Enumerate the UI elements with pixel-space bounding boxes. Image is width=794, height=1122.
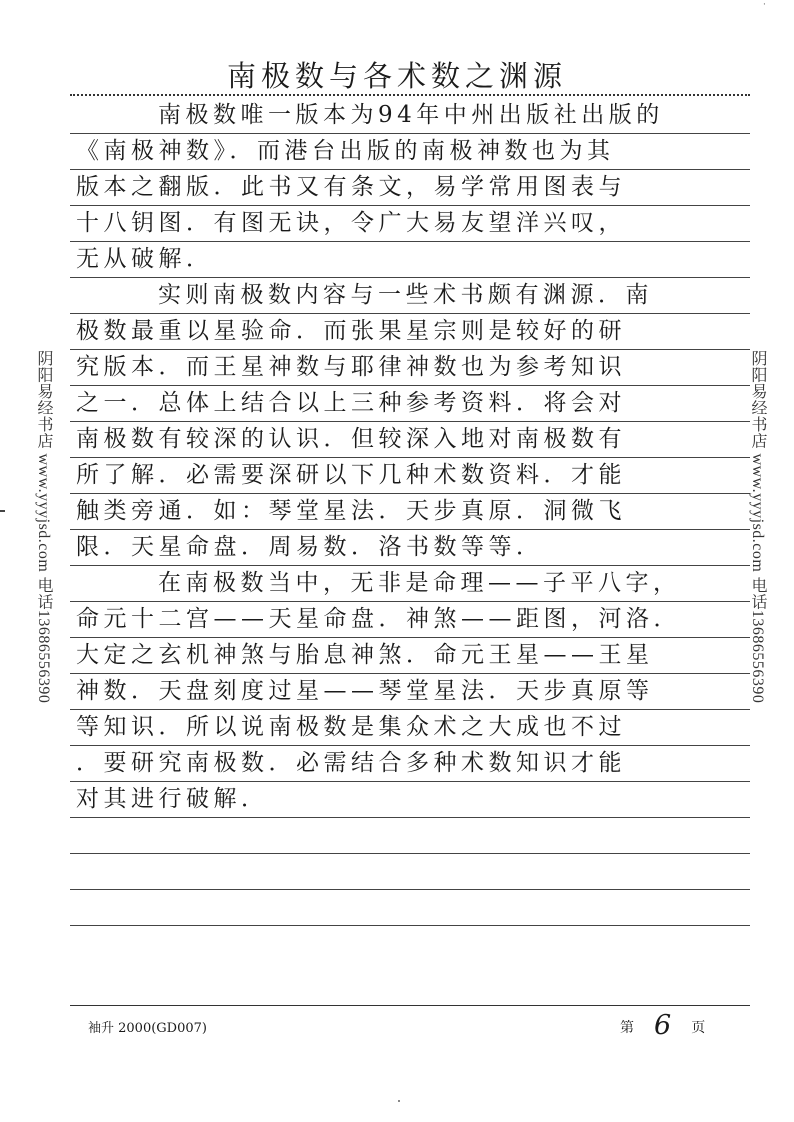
page-prefix: 第: [620, 1020, 634, 1036]
page-number: 6: [654, 1010, 672, 1041]
text-line: 版本之翻版．此书又有条文，易学常用图表与: [70, 170, 750, 206]
text-line: 所了解．必需要深研以下几种术数资料．才能: [70, 458, 750, 494]
text-line: [70, 818, 750, 854]
text-line: 十八钥图．有图无诀，令广大易友望洋兴叹，: [70, 206, 750, 242]
text-line: 究版本．而王星神数与耶律神数也为参考知识: [70, 350, 750, 386]
text-line: ．要研究南极数．必需结合多种术数知识才能: [70, 746, 750, 782]
text-line: 限．天星命盘．周易数．洛书数等等．: [70, 530, 750, 566]
handwritten-body: [70, 98, 750, 926]
page-suffix: 页: [691, 1020, 706, 1036]
text-line: [70, 854, 750, 890]
page-title: 南极数与各术数之渊源: [226, 59, 567, 93]
text-line: 触类旁通．如：琴堂星法．天步真原．洞微飞: [70, 494, 750, 530]
text-line: [70, 890, 750, 926]
bottom-rule: [70, 1005, 750, 1006]
text-line: 在南极数当中，无非是命理——子平八字，: [70, 566, 750, 602]
margin-mark: [0, 510, 5, 512]
text-line: 无从破解．: [70, 242, 750, 278]
corner-mark: ·: [763, 0, 766, 10]
text-line: 南极数唯一版本为94年中州出版社出版的: [70, 98, 750, 134]
title-underline: [70, 94, 750, 96]
side-watermark-right: 阴阳易经书店 www.yyyjsd.com 电话13686556390: [749, 350, 766, 704]
text-line: 命元十二宫——天星命盘．神煞——距图，河洛．: [70, 602, 750, 638]
text-line: 大定之玄机神煞与胎息神煞．命元王星——王星: [70, 638, 750, 674]
text-line: 实则南极数内容与一些术书颇有渊源．南: [70, 278, 750, 314]
text-line: 极数最重以星验命．而张果星宗则是较好的研: [70, 314, 750, 350]
bottom-dot: [398, 1100, 400, 1102]
page-number-label: [620, 1010, 705, 1041]
side-watermark-left: 阴阳易经书店 www.yyyjsd.com 电话13686556390: [35, 350, 52, 704]
text-line: 南极数有较深的认识．但较深入地对南极数有: [70, 422, 750, 458]
form-code: 袖升 2000(GD007): [88, 1021, 207, 1036]
text-line: 神数．天盘刻度过星——琴堂星法．天步真原等: [70, 674, 750, 710]
text-line: 等知识．所以说南极数是集众术之大成也不过: [70, 710, 750, 746]
text-line: 对其进行破解．: [70, 782, 750, 818]
text-line: 之一．总体上结合以上三种参考资料．将会对: [70, 386, 750, 422]
text-line: 《南极神数》．而港台出版的南极神数也为其: [70, 134, 750, 170]
